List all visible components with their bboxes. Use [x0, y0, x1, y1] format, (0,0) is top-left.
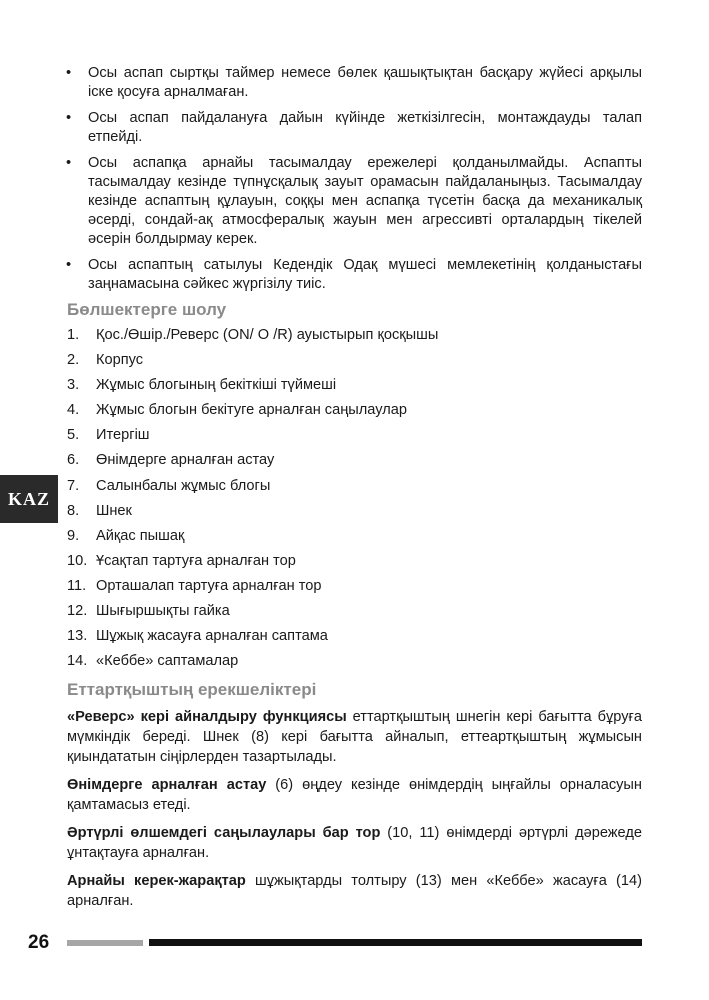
part-number: 10. [67, 552, 88, 569]
footer-divider-black [149, 939, 642, 946]
feature-term: «Реверс» кері айналдыру функциясы [67, 709, 347, 725]
part-item [67, 400, 438, 425]
part-label: Корпус [96, 352, 144, 369]
part-label: Жұмыс блогын бекітуге арналған саңылаулар [96, 402, 407, 419]
feature-paragraph [67, 707, 642, 767]
part-label: Шұжық жасауға арналған саптама [96, 628, 328, 645]
part-number: 5. [67, 427, 80, 444]
part-number: 8. [67, 502, 80, 519]
feature-term: Әртүрлі өлшемдегі саңылаулары бар тор [67, 825, 381, 841]
parts-section-title: Бөлшектерге шолу [67, 300, 227, 319]
part-number: 7. [67, 477, 80, 494]
feature-paragraph [67, 775, 642, 815]
part-item [67, 476, 438, 501]
page-number: 26 [28, 932, 50, 953]
part-number: 3. [67, 377, 80, 394]
part-number: 6. [67, 452, 80, 469]
part-label: Итергіш [96, 427, 150, 444]
bullet-dot: • [66, 110, 72, 126]
part-label: Айқас пышақ [96, 527, 185, 544]
part-number: 11. [67, 577, 87, 594]
bullet-item [64, 64, 642, 102]
feature-term: Өнімдерге арналған астау [67, 777, 267, 793]
part-label: Қос./Өшір./Реверс (ON/ O /R) ауыстырып қосқышы [96, 327, 439, 343]
feature-description: (10, 11) өнімдерді әртүрлі дәрежеде ұнтақтауға арналған. [67, 825, 642, 861]
part-item [67, 526, 438, 551]
part-item [67, 425, 438, 450]
part-label: Ұсақтап тартуға арналған тор [96, 552, 296, 569]
part-item [67, 325, 438, 350]
footer-divider-grey [67, 940, 143, 946]
bullet-item [64, 109, 642, 147]
bullet-item [64, 154, 642, 249]
bullet-item [64, 256, 642, 294]
language-tab: KAZ [0, 475, 58, 523]
features-section-title: Еттартқыштың ерекшеліктері [67, 680, 317, 699]
feature-paragraph [67, 871, 642, 911]
part-label: Шнек [96, 502, 132, 519]
part-label: Өнімдерге арналған астау [96, 452, 275, 469]
feature-description: (6) өңдеу кезінде өнімдердің ыңғайлы орналасуын қамтамасыз етеді. [67, 777, 642, 813]
part-item [67, 576, 438, 601]
feature-description: шұжықтарды толтыру (13) мен «Кеббе» жасауға (14) арналған. [67, 873, 642, 909]
part-number: 2. [67, 352, 80, 369]
part-label: Орташалап тартуға арналған тор [96, 577, 322, 594]
bullet-text: Осы аспаптың сатылуы Кедендік Одақ мүшесі мемлекетінің қолданыстағы заңнамасына сәйкес жүргізілу тиіс. [88, 257, 642, 292]
bullet-dot: • [66, 155, 72, 171]
part-item [67, 601, 438, 626]
bullet-dot: • [66, 65, 72, 81]
part-label: Салынбалы жұмыс блогы [96, 477, 271, 494]
part-number: 13. [67, 628, 88, 645]
part-item [67, 450, 438, 475]
part-label: Жұмыс блогының бекіткіші түймеші [96, 377, 337, 394]
part-number: 1. [67, 327, 80, 343]
part-item [67, 375, 438, 400]
part-number: 14. [67, 653, 88, 670]
part-item [67, 626, 438, 651]
part-number: 12. [67, 603, 88, 620]
parts-list [67, 325, 438, 676]
intro-bullet-list [64, 64, 642, 301]
part-item [67, 350, 438, 375]
part-item [67, 551, 438, 576]
part-label: Шығыршықты гайка [96, 603, 230, 620]
part-item [67, 501, 438, 526]
part-item [67, 651, 438, 676]
bullet-dot: • [66, 257, 72, 273]
features-body [67, 707, 642, 919]
feature-paragraph [67, 823, 642, 863]
bullet-text: Осы аспапқа арнайы тасымалдау ережелері қолданылмайды. Аспапты тасымалдау кезінде түпнұсқалық зауыт орамасын пайдаланыңыз. Тасымалдау кезінде аспаптың құлауын, соққы мен аспапқа түсетін басқа да механикалық әсерді, сондай-ақ атмосфералық жауын мен агрессивті орталардың тікелей әсерін болдырмау керек. [88, 155, 642, 247]
bullet-text: Осы аспап сыртқы таймер немесе бөлек қашықтықтан басқару жүйесі арқылы іске қосуға арналмаған. [88, 65, 642, 100]
part-label: «Кеббе» саптамалар [96, 653, 239, 670]
bullet-text: Осы аспап пайдалануға дайын күйінде жеткізілгесін, монтаждауды талап етпейді. [88, 110, 642, 145]
part-number: 4. [67, 402, 80, 419]
feature-term: Арнайы керек-жарақтар [67, 873, 246, 889]
feature-description: еттартқыштың шнегін кері бағытта бұруға мүмкіндік береді. Шнек (8) кері бағытта айналып, еттеартқыштың жұмысын қиындататын сіңірлерден тазартылады. [67, 709, 642, 765]
part-number: 9. [67, 527, 80, 544]
